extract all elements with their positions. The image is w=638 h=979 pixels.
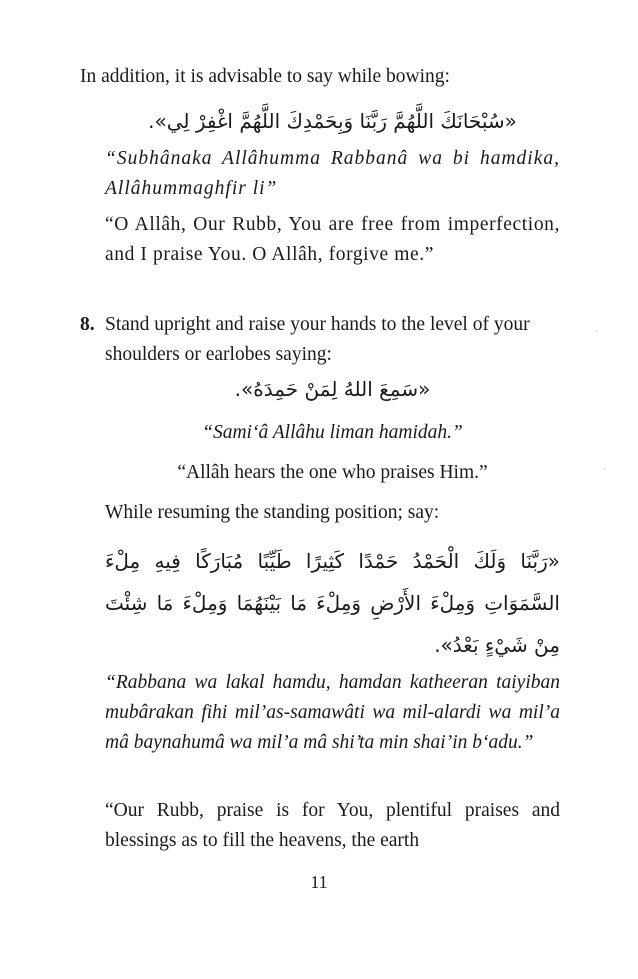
transliteration-standing: “Rabbana wa lakal hamdu, hamdan katheeran taiyiban mubârakan fihi mil’as-samawâti wa mil-alardi wa mil’a mâ baynahumâ wa mil’a mâ shi’ta min shai’in b‘adu.” [105, 672, 560, 753]
arabic-supplication-bowing: «سُبْحَانَكَ اللَّهُمَّ رَبَّنَا وَبِحَمْدِكَ اللَّهُمَّ اغْفِرْ لِي». [148, 109, 517, 133]
translation-rising: “Allâh hears the one who praises Him.” [177, 462, 488, 483]
item-8-instruction: Stand upright and raise your hands to the level of your shoulders or earlobes saying: [105, 314, 530, 365]
transliteration-rising: “Sami‘â Allâhu liman hamidah.” [202, 422, 463, 443]
scan-speck [596, 330, 598, 332]
page-number: 11 [310, 872, 328, 892]
item-number [80, 310, 105, 340]
intro-paragraph: In addition, it is advisable to say while bowing: [80, 66, 450, 87]
translation-standing: “Our Rubb, praise is for You, plentiful praises and blessings as to fill the heavens, the earth [105, 800, 560, 851]
transliteration-bowing: “Subhânaka Allâhumma Rabbanâ wa bi hamdika, Allâhummaghfir li” [105, 148, 560, 199]
item-8-number: 8. [80, 314, 95, 335]
arabic-standing-praise: «رَبَّنَا وَلَكَ الْحَمْدُ حَمْدًا كَثِيرًا طَيِّبًا مُبَارَكًا فِيهِ مِلْءَ السَّمَوَاتِ وَمِلْءَ الأَرْضِ وَمِلْءَ مَا بَيْنَهُمَا وَمِلْءَ مَا شِئْتَ مِنْ شَيْءٍ بَعْدُ». [105, 549, 560, 657]
scan-speck [604, 468, 606, 470]
standing-instruction: While resuming the standing position; say: [105, 502, 440, 523]
arabic-rising-phrase: «سَمِعَ اللهُ لِمَنْ حَمِدَهُ». [234, 377, 431, 401]
translation-bowing: “O Allâh, Our Rubb, You are free from imperfection, and I praise You. O Allâh, forgive me.” [105, 214, 560, 265]
